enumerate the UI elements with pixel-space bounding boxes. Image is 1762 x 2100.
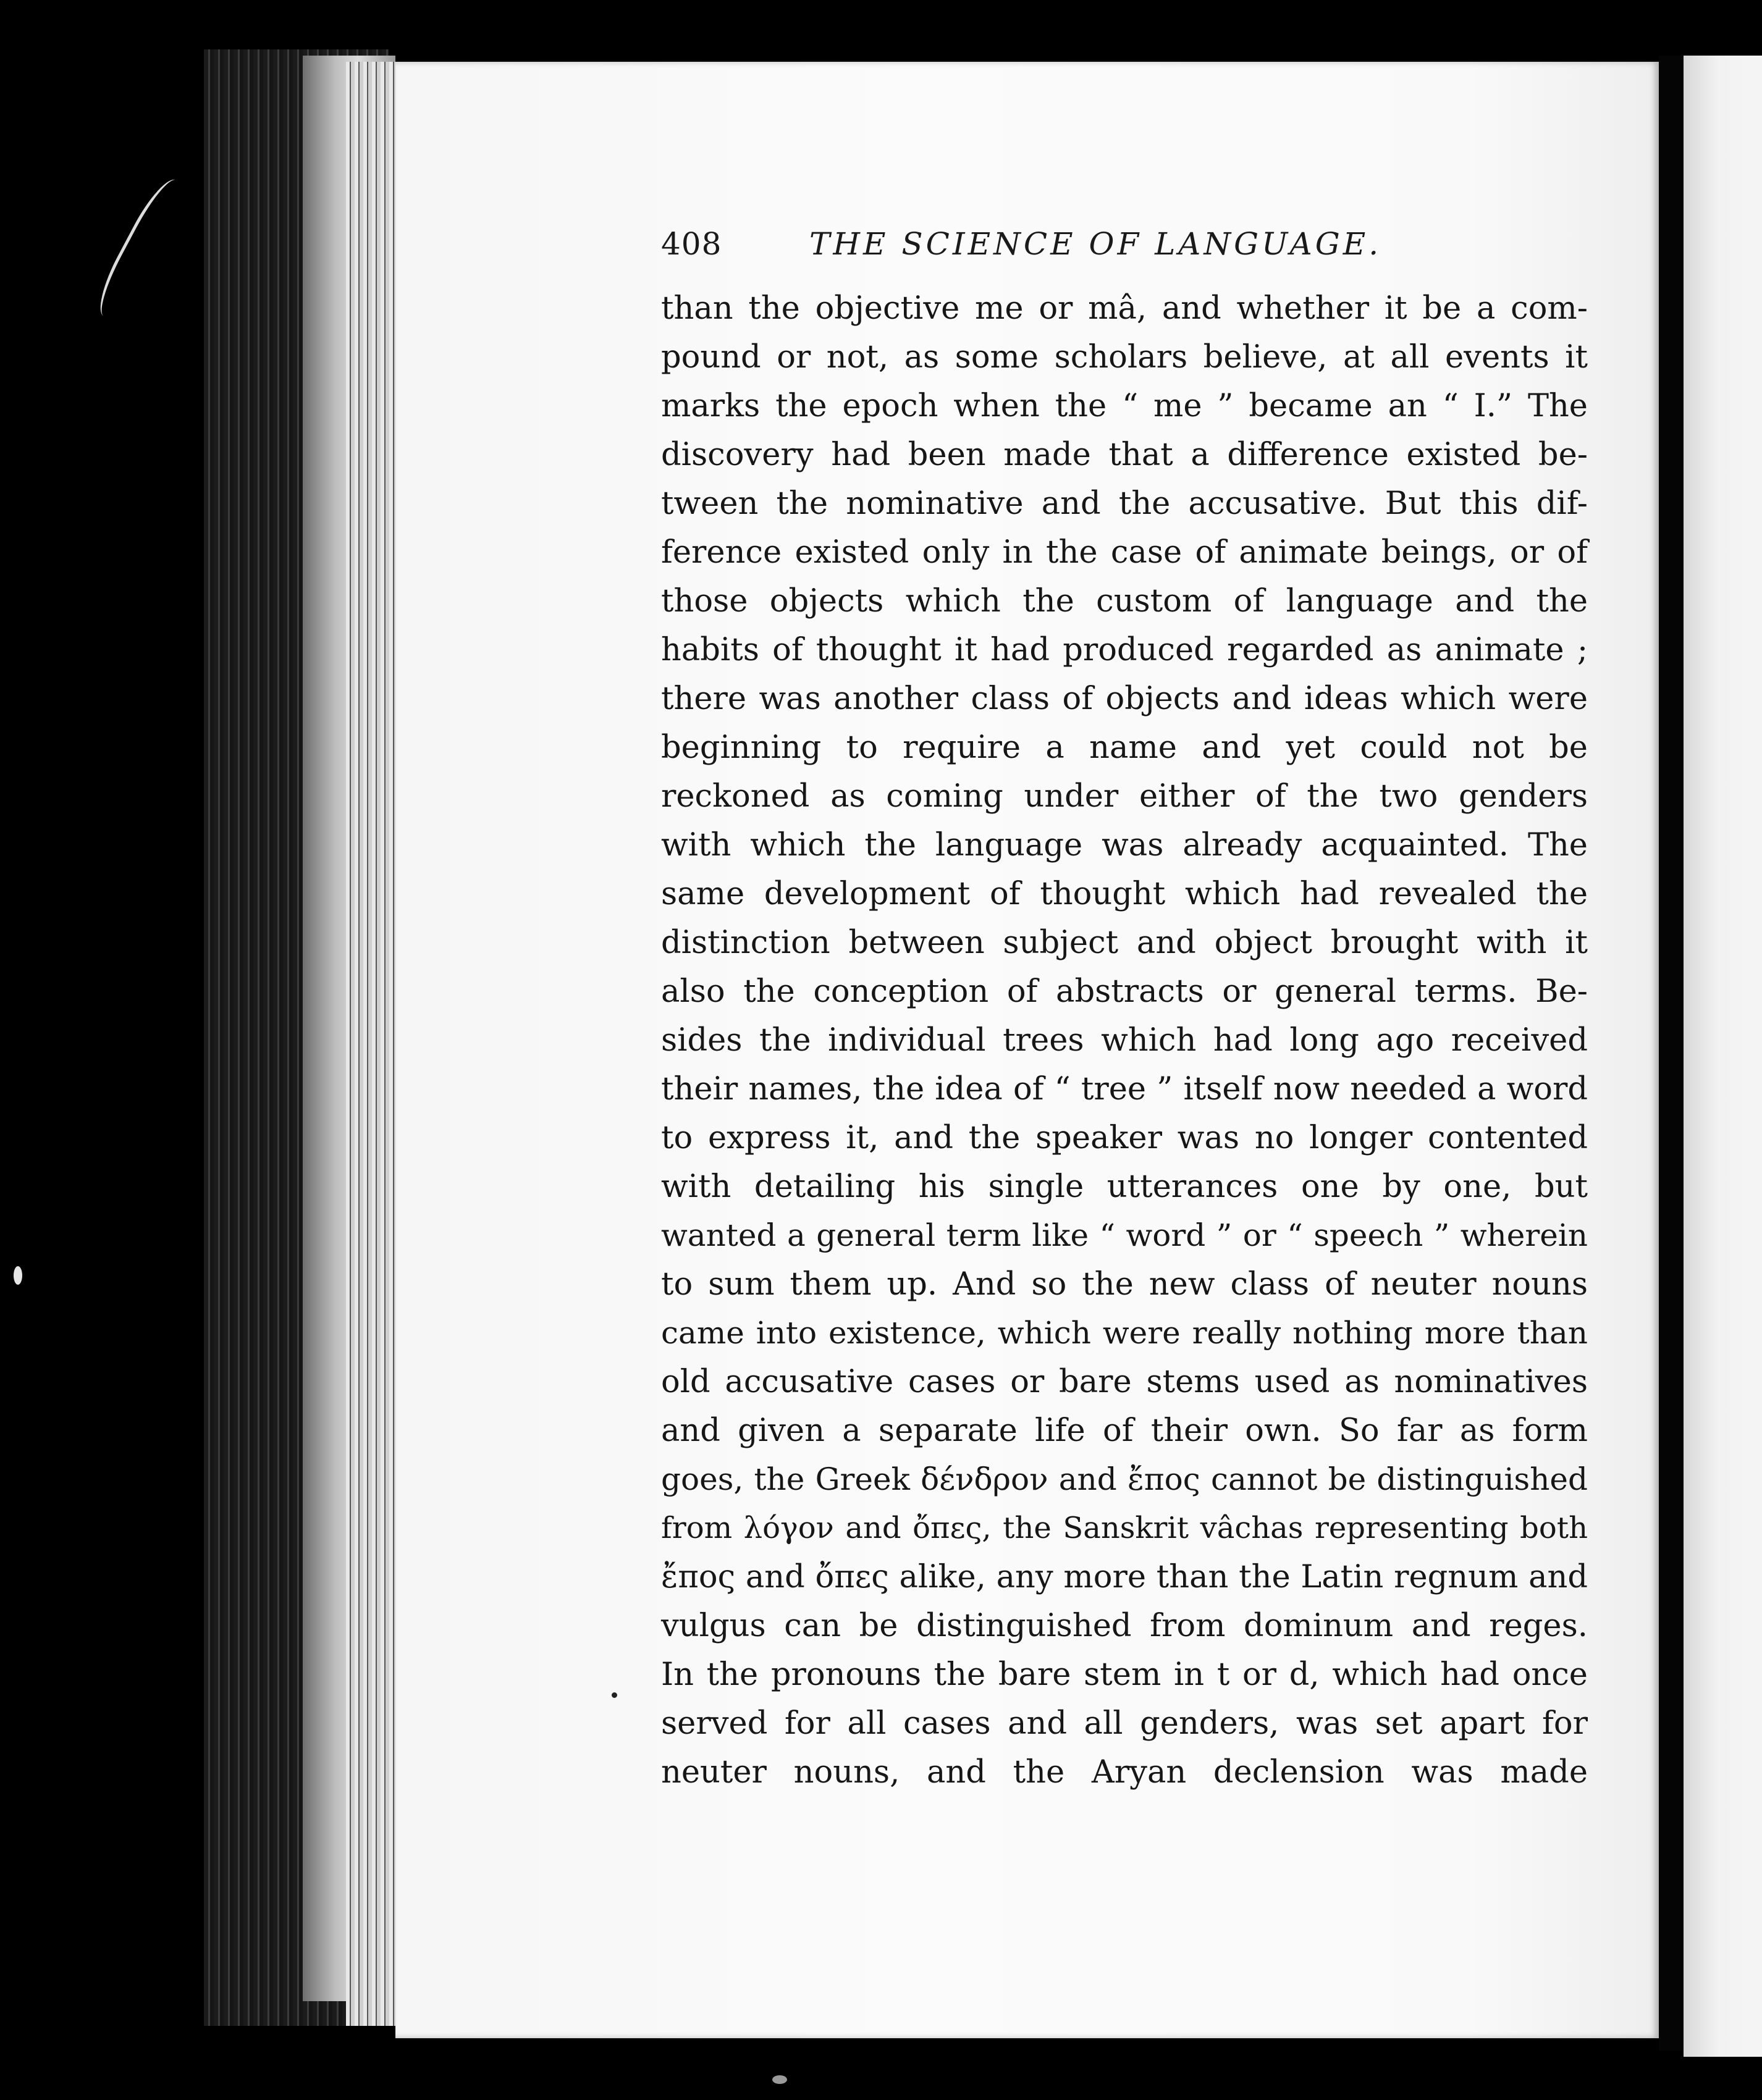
scan-scratch <box>90 172 198 327</box>
text-line: vulgus can be distinguished from dominum and reges. <box>661 1608 1588 1644</box>
text-line: with which the language was already acquainted. The <box>661 827 1588 863</box>
book-gutter <box>1659 56 1684 2051</box>
text-line: old accusative cases or bare stems used as nominatives <box>661 1364 1588 1400</box>
text-line: wanted a general term like “ word ” or “ speech ” wherein <box>661 1217 1588 1253</box>
text-line: there was another class of objects and ideas which were <box>661 681 1588 717</box>
page-edges-thin <box>346 62 395 2026</box>
text-line: beginning to require a name and yet could not be <box>661 729 1588 766</box>
scan-speck <box>612 1692 617 1698</box>
text-line: served for all cases and all genders, was set apart for <box>661 1705 1588 1742</box>
body-text <box>661 284 1588 1797</box>
text-line: habits of thought it had produced regarded as animate ; <box>661 632 1588 668</box>
text-line: marks the epoch when the “ me ” became an “ I.” The <box>661 388 1588 424</box>
text-line: ference existed only in the case of animate beings, or of <box>661 534 1588 571</box>
scan-speck <box>772 2075 787 2084</box>
text-line: those objects which the custom of language and the <box>661 583 1588 620</box>
text-line: discovery had been made that a difference existed be- <box>661 437 1588 473</box>
scan-speck <box>14 1266 22 1285</box>
text-line: tween the nominative and the accusative. But this dif- <box>661 485 1588 522</box>
text-line: with detailing his single utterances one by one, but <box>661 1169 1588 1205</box>
text-line: reckoned as coming under either of the two genders <box>661 778 1588 815</box>
text-line: their names, the idea of “ tree ” itself now needed a word <box>661 1071 1588 1107</box>
text-line: than the objective me or mâ, and whether it be a com- <box>661 290 1588 327</box>
text-line: distinction between subject and object brought with it <box>661 925 1588 961</box>
running-header <box>661 222 1588 266</box>
text-line: neuter nouns, and the Aryan declension was made <box>661 1754 1588 1791</box>
text-line: In the pronouns the bare stem in t or d, which had once <box>661 1657 1588 1693</box>
text-line: goes, the Greek δένδρον and ἔπος cannot be distinguished <box>661 1461 1588 1497</box>
text-line: ἔπος and ὄπες alike, any more than the Latin regnum and <box>661 1559 1588 1595</box>
page-number: 408 <box>661 226 722 262</box>
text-line: and given a separate life of their own. So far as form <box>661 1413 1588 1449</box>
text-line: same development of thought which had revealed the <box>661 876 1588 912</box>
text-line: to sum them up. And so the new class of neuter nouns <box>661 1266 1588 1303</box>
text-line: pound or not, as some scholars believe, at all events it <box>661 339 1588 376</box>
next-page-edge <box>1684 56 1762 2057</box>
text-line: to express it, and the speaker was no longer contented <box>661 1120 1588 1156</box>
running-title: THE SCIENCE OF LANGUAGE. <box>809 226 1382 262</box>
text-line: from λόγον and ὄπες, the Sanskrit vâchas representing both <box>661 1511 1588 1545</box>
text-line: also the conception of abstracts or general terms. Be- <box>661 973 1588 1010</box>
text-line: came into existence, which were really nothing more than <box>661 1315 1588 1351</box>
text-line: sides the individual trees which had long ago received <box>661 1022 1588 1059</box>
